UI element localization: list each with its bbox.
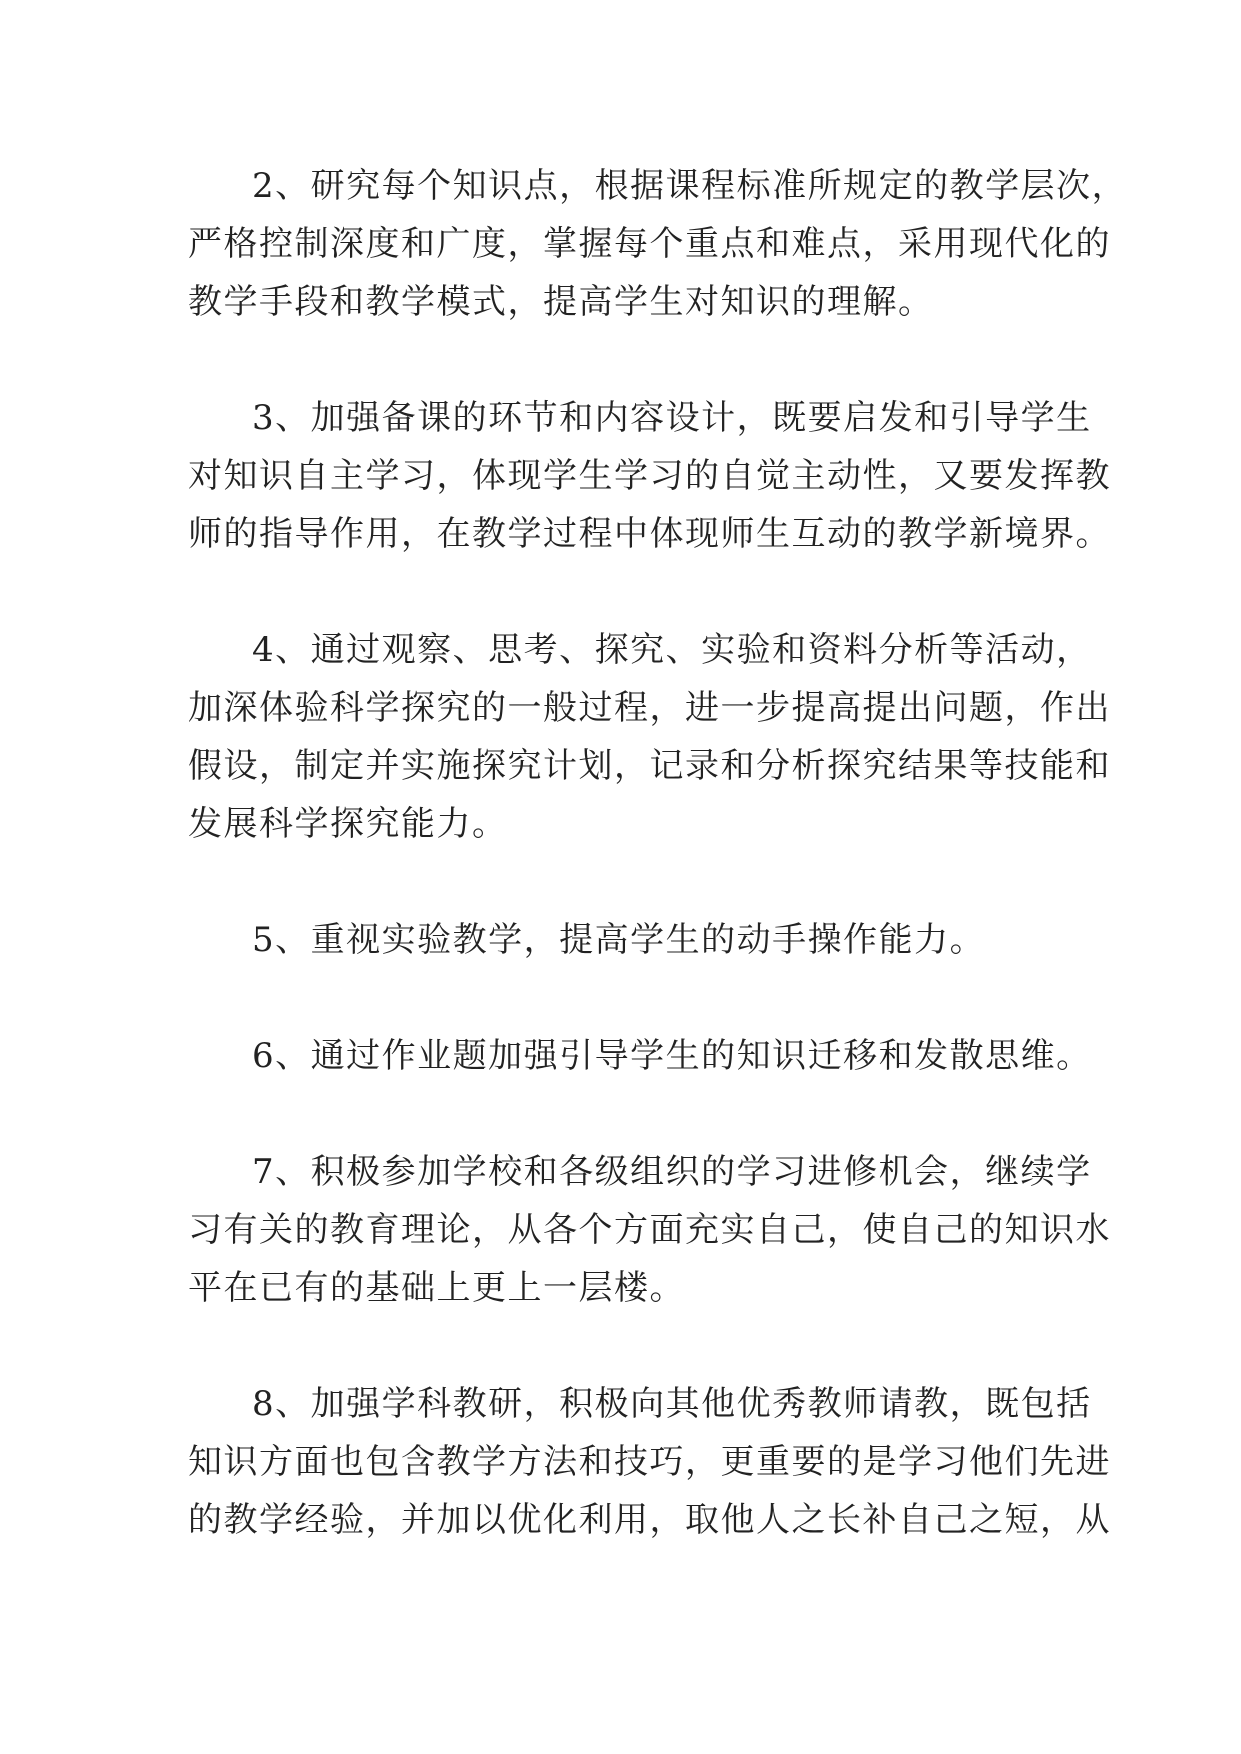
paragraph-line: 知识方面也包含教学方法和技巧，更重要的是学习他们先进 xyxy=(188,1442,1111,1482)
paragraph-line: 5、重视实验教学，提高学生的动手操作能力。 xyxy=(252,920,986,960)
paragraph-line: 教学手段和教学模式，提高学生对知识的理解。 xyxy=(188,282,934,322)
paragraph-line: 4、通过观察、思考、探究、实验和资料分析等活动， xyxy=(252,630,1092,670)
paragraph-line: 6、通过作业题加强引导学生的知识迁移和发散思维。 xyxy=(252,1036,1092,1076)
paragraph-line: 发展科学探究能力。 xyxy=(188,804,508,844)
paragraph-item-7 xyxy=(188,1143,1111,1317)
paragraph-line: 严格控制深度和广度，掌握每个重点和难点，采用现代化的 xyxy=(188,224,1111,264)
paragraph-item-6 xyxy=(188,1027,1092,1085)
paragraph-item-3 xyxy=(188,389,1111,563)
paragraph-item-8 xyxy=(188,1375,1111,1549)
paragraph-line: 习有关的教育理论，从各个方面充实自己，使自己的知识水 xyxy=(188,1210,1111,1250)
paragraph-line: 加深体验科学探究的一般过程，进一步提高提出问题，作出 xyxy=(188,688,1111,728)
paragraph-line: 的教学经验，并加以优化利用，取他人之长补自己之短，从 xyxy=(188,1500,1111,1540)
paragraph-line: 师的指导作用，在教学过程中体现师生互动的教学新境界。 xyxy=(188,514,1111,554)
paragraph-item-5 xyxy=(188,911,1068,969)
paragraph-line: 7、积极参加学校和各级组织的学习进修机会，继续学 xyxy=(252,1152,1092,1192)
paragraph-line: 平在已有的基础上更上一层楼。 xyxy=(188,1268,685,1308)
paragraph-item-4 xyxy=(188,621,1111,853)
paragraph-line: 2、研究每个知识点，根据课程标准所规定的教学层次， xyxy=(252,166,1128,206)
paragraph-line: 对知识自主学习，体现学生学习的自觉主动性，又要发挥教 xyxy=(188,456,1111,496)
paragraph-line: 8、加强学科教研，积极向其他优秀教师请教，既包括 xyxy=(252,1384,1092,1424)
paragraph-line: 3、加强备课的环节和内容设计，既要启发和引导学生 xyxy=(252,398,1092,438)
paragraph-line: 假设，制定并实施探究计划，记录和分析探究结果等技能和 xyxy=(188,746,1111,786)
paragraph-item-2 xyxy=(188,157,1128,331)
